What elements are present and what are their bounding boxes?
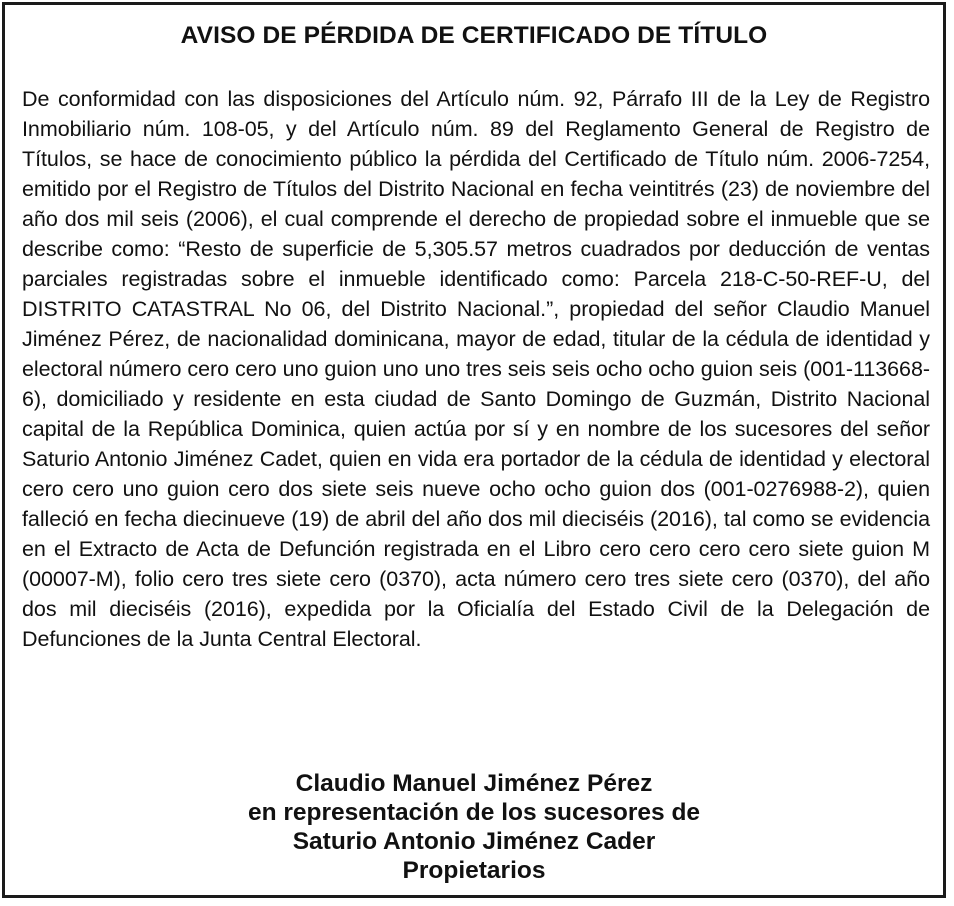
signatory-role: Propietarios xyxy=(402,857,546,884)
successor-name: Saturio Antonio Jiménez Cader xyxy=(292,828,656,855)
notice-frame xyxy=(2,2,946,898)
notice-body: De conformidad con las disposiciones del Artículo núm. 92, Párrafo III de la Ley de Registro Inmobiliario núm. 108-05, y del Artículo núm. 89 del Reglamento General de Registro de Títulos, se hace de conocimiento público la pérdida del Certificado de Título núm. 2006-7254, emitido por el Registro de Títulos del Distrito Nacional en fecha veintitrés (23) de noviembre del año dos mil seis (2006), el cual comprende el derecho de propiedad sobre el inmueble que se describe como: “Resto de superficie de 5,305.57 metros cuadrados por deducción de ventas parciales registradas sobre el inmueble identificado como: Parcela 218-C-50-REF-U, del DISTRITO CATASTRAL No 06, del Distrito Nacional.”, propiedad del señor Claudio Manuel Jiménez Pérez, de nacionalidad dominicana, mayor de edad, titular de la cédula de identidad y electoral número cero cero uno guion uno uno tres seis seis ocho ocho guion seis (001-113668-6), domiciliado y residente en esta ciudad de Santo Domingo de Guzmán, Distrito Nacional capital de la República Dominica, quien actúa por sí y en nombre de los sucesores del señor Saturio Antonio Jiménez Cadet, quien en vida era portador de la cédula de identidad y electoral cero cero uno guion cero dos siete seis nueve ocho ocho guion dos (001-0276988-2), quien falleció en fecha diecinueve (19) de abril del año dos mil dieciséis (2016), tal como se evidencia en el Extracto de Acta de Defunción registrada en el Libro cero cero cero cero siete guion M (00007-M), folio cero tres siete cero (0370), acta número cero tres siete cero (0370), del año dos mil dieciséis (2016), expedida por la Oficialía del Estado Civil de la Delegación de Defunciones de la Junta Central Electoral. xyxy=(22,87,930,651)
signature-block xyxy=(5,769,943,885)
representation-line: en representación de los sucesores de xyxy=(247,799,701,826)
notice-title: AVISO DE PÉRDIDA DE CERTIFICADO DE TÍTULO xyxy=(180,22,768,49)
signatory-name: Claudio Manuel Jiménez Pérez xyxy=(295,770,653,797)
